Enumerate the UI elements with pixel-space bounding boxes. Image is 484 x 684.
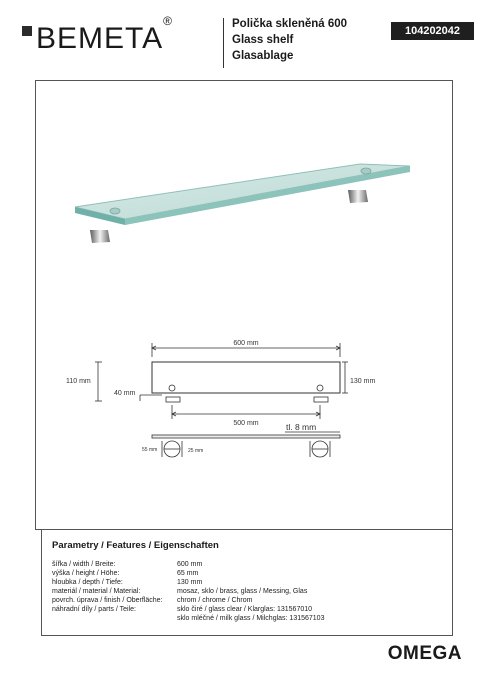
trademark-symbol: ® (163, 14, 173, 28)
logo-mark (22, 26, 32, 36)
feature-label: šířka / width / Breite: (52, 561, 116, 568)
feature-label: materiál / material / Material: (52, 588, 141, 595)
feature-label: náhradní díly / parts / Teile: (52, 606, 136, 613)
feature-value: 65 mm (177, 570, 199, 577)
header-divider (223, 18, 224, 68)
feature-value: sklo mléčné / milk glass / Milchglas: 131567103 (177, 615, 325, 622)
dim-depth: 130 mm (350, 378, 376, 385)
features-title: Parametry / Features / Eigenschaften (52, 540, 219, 551)
product-code: 104202042 (391, 22, 474, 40)
feature-label: hloubka / depth / Tiefe: (52, 579, 123, 586)
feature-value: 600 mm (177, 561, 203, 568)
feature-value: sklo čiré / glass clear / Klarglas: 131567010 (177, 606, 313, 613)
feature-value: chrom / chrome / Chrom (177, 597, 253, 604)
feature-label: výška / height / Höhe: (52, 570, 120, 577)
series-name: OMEGA (387, 643, 462, 664)
brand-name: BEMETA (36, 22, 164, 55)
dim-bracket-width: 25 mm (188, 448, 204, 454)
header (0, 0, 484, 72)
product-name-cz: Polička skleněná 600 (232, 18, 348, 30)
dim-span: 500 mm (233, 420, 259, 427)
product-photo (70, 140, 420, 250)
dim-width: 600 mm (233, 340, 259, 347)
dim-bracket-height: 55 mm (142, 447, 158, 453)
dim-offset: 40 mm (114, 390, 136, 397)
brand-logo (36, 16, 173, 56)
product-name-de: Glasablage (232, 50, 294, 62)
dim-thickness: tl. 8 mm (286, 422, 317, 432)
dim-height: 110 mm (66, 378, 91, 385)
feature-label: povrch. úprava / finish / Oberfläche: (52, 597, 163, 604)
features-panel (41, 530, 453, 636)
feature-value: 130 mm (177, 579, 203, 586)
product-name-en: Glass shelf (232, 34, 294, 46)
product-names (232, 16, 347, 64)
technical-drawing (66, 335, 390, 465)
feature-value: mosaz, sklo / brass, glass / Messing, Glas (177, 588, 308, 595)
